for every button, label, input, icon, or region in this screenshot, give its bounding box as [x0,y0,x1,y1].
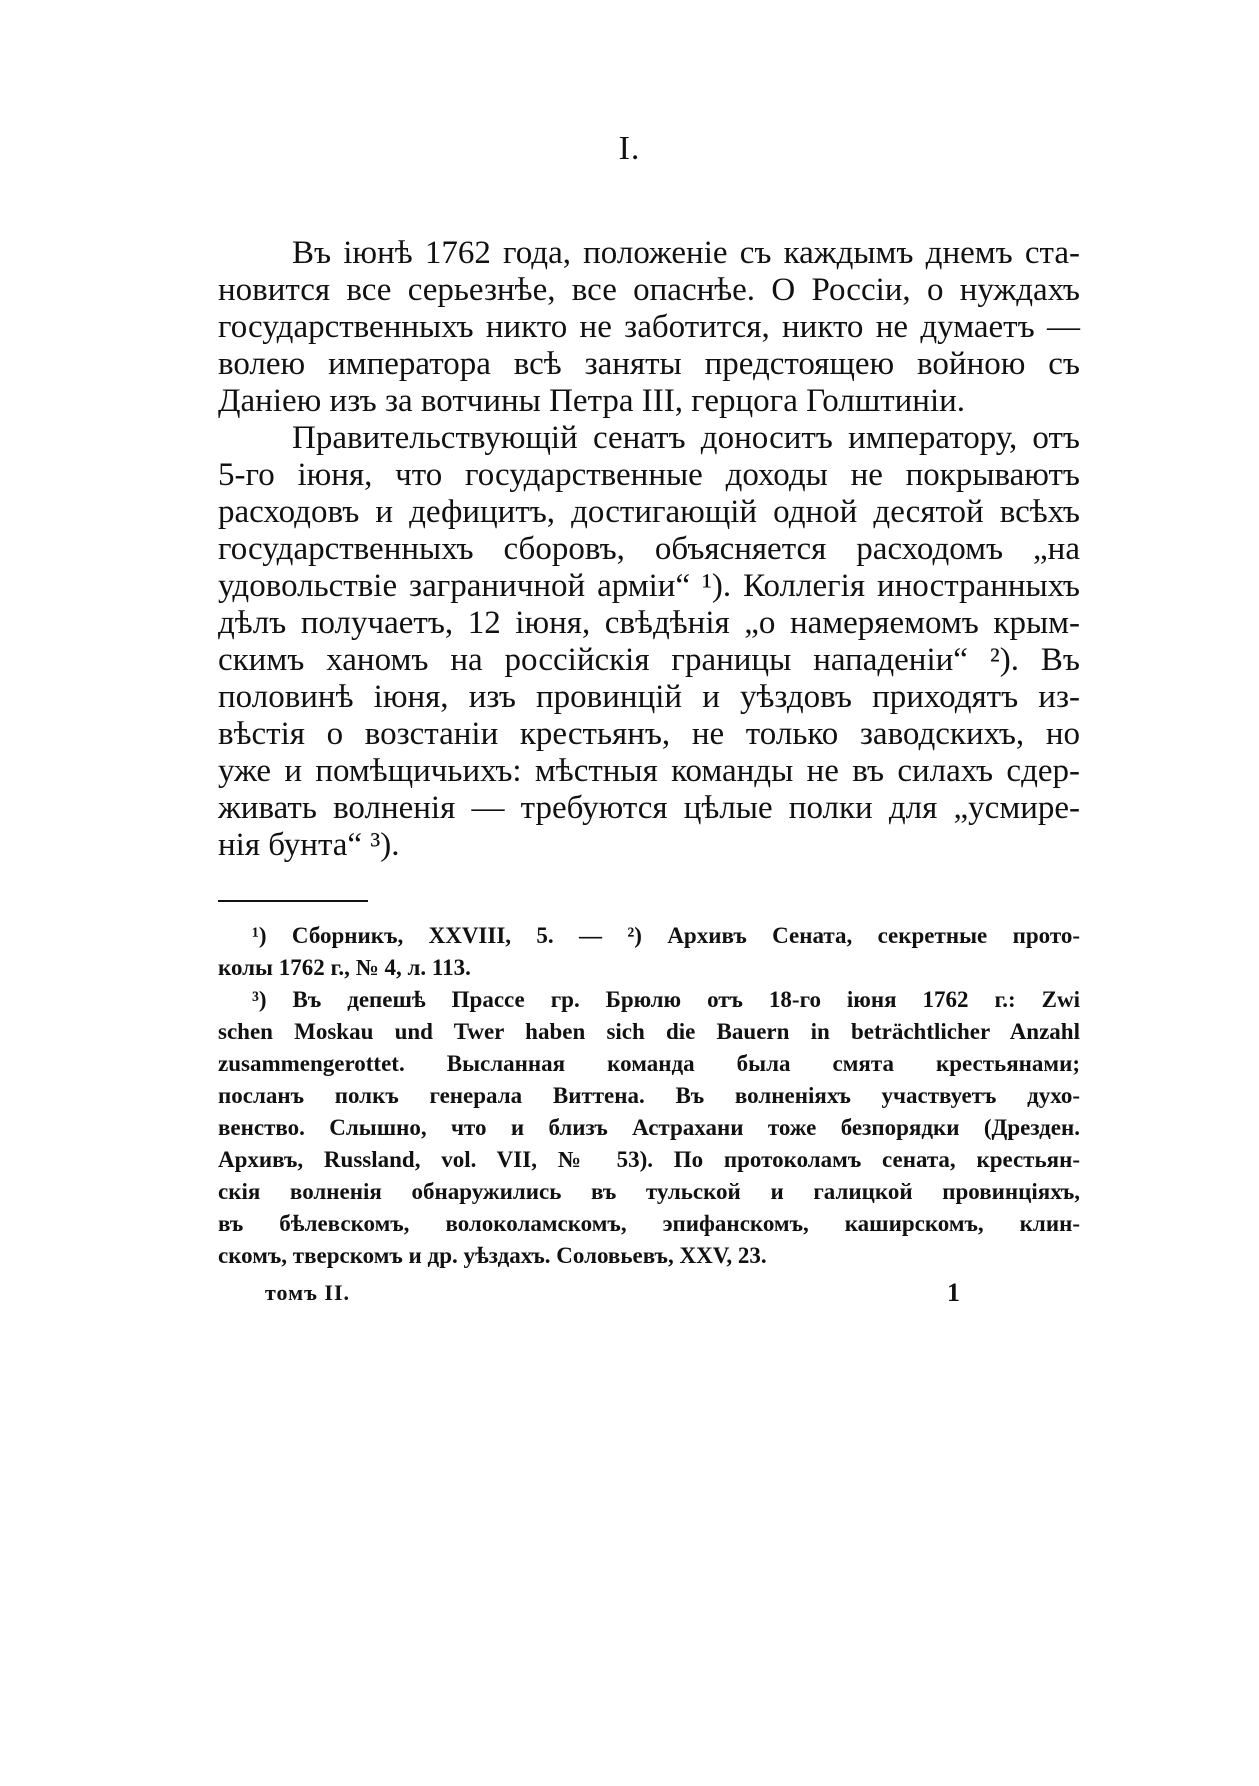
body-text-line: нія бунта“ ³). [218,827,400,863]
footnote-line: schen Moskau und Twer haben sich die Bauern in beträchtlicher Anzahl [218,1019,1080,1044]
body-text-line: государственныхъ сборовъ, объясняется расходомъ „на [218,531,1080,567]
footnote-line: ¹) Сборникъ, XXVIII, 5. — ²) Архивъ Сената, секретные прото- [252,923,1080,948]
footnote-line: венство. Слышно, что и близъ Астрахани тоже безпорядки (Дрезден. [218,1115,1080,1140]
body-text-line: Даніею изъ за вотчины Петра III, герцога Голштиніи. [218,383,966,419]
body-text-line: расходовъ и дефицитъ, достигающій одной десятой всѣхъ [218,494,1080,530]
body-text-line: волею императора всѣ заняты предстоящею войною съ [218,346,1080,382]
body-text-line: живать волненія — требуются цѣлые полки для „усмире- [218,790,1080,826]
body-text-line: новится все серьезнѣе, все опаснѣе. О Россіи, о нуждахъ [218,272,1080,308]
main-text [218,235,1080,864]
footnote-separator [218,900,368,902]
body-text-line: вѣстія о возстаніи крестьянъ, не только заводскихъ, но [218,716,1080,752]
body-text-line: государственныхъ никто не заботится, никто не думаетъ — [218,309,1080,345]
footnote-line: Архивъ, Russland, vol. VII, № 53). По протоколамъ сената, крестьян- [218,1147,1080,1172]
body-text-line: уже и помѣщичьихъ: мѣстныя команды не въ силахъ сдер- [218,753,1080,789]
body-text-line: дѣлъ получаетъ, 12 іюня, свѣдѣнія „о намеряемомъ крым- [218,605,1080,641]
page-number: 1 [947,1278,960,1307]
footnote-line: ³) Въ депешѣ Прассе гр. Брюлю отъ 18-го іюня 1762 г.: Zwi [252,987,1080,1012]
footnote-line: колы 1762 г., № 4, л. 113. [218,955,471,980]
body-text-line: Въ іюнѣ 1762 года, положеніе съ каждымъ днемъ ста- [292,235,1080,271]
footnote-line: zusammengerottet. Высланная команда была смята крестьянами; [218,1051,1080,1076]
chapter-heading: I. [618,130,641,167]
footnote-line: посланъ полкъ генерала Виттена. Въ волненіяхъ участвуетъ духо- [218,1083,1080,1108]
footnotes [218,920,1080,1272]
footnote-line: скомъ, тверскомъ и др. уѣздахъ. Соловьевъ, XXV, 23. [218,1243,767,1268]
footnote-line: въ бѣлевскомъ, волоколамскомъ, эпифанскомъ, каширскомъ, клин- [218,1211,1080,1236]
footnote-line: скія волненія обнаружились въ тульской и галицкой провинціяхъ, [218,1179,1080,1204]
body-text-line: скимъ ханомъ на россійскія границы нападеніи“ ²). Въ [218,642,1080,678]
body-text-line: половинѣ іюня, изъ провинцій и уѣздовъ приходятъ из- [218,679,1080,715]
body-text-line: удовольствіе заграничной арміи“ ¹). Коллегія иностранныхъ [218,568,1080,604]
volume-signature: томъ II. [265,1280,351,1305]
body-text-line: 5-го іюня, что государственные доходы не покрываютъ [218,457,1080,493]
body-text-line: Правительствующій сенатъ доноситъ императору, отъ [292,420,1080,456]
